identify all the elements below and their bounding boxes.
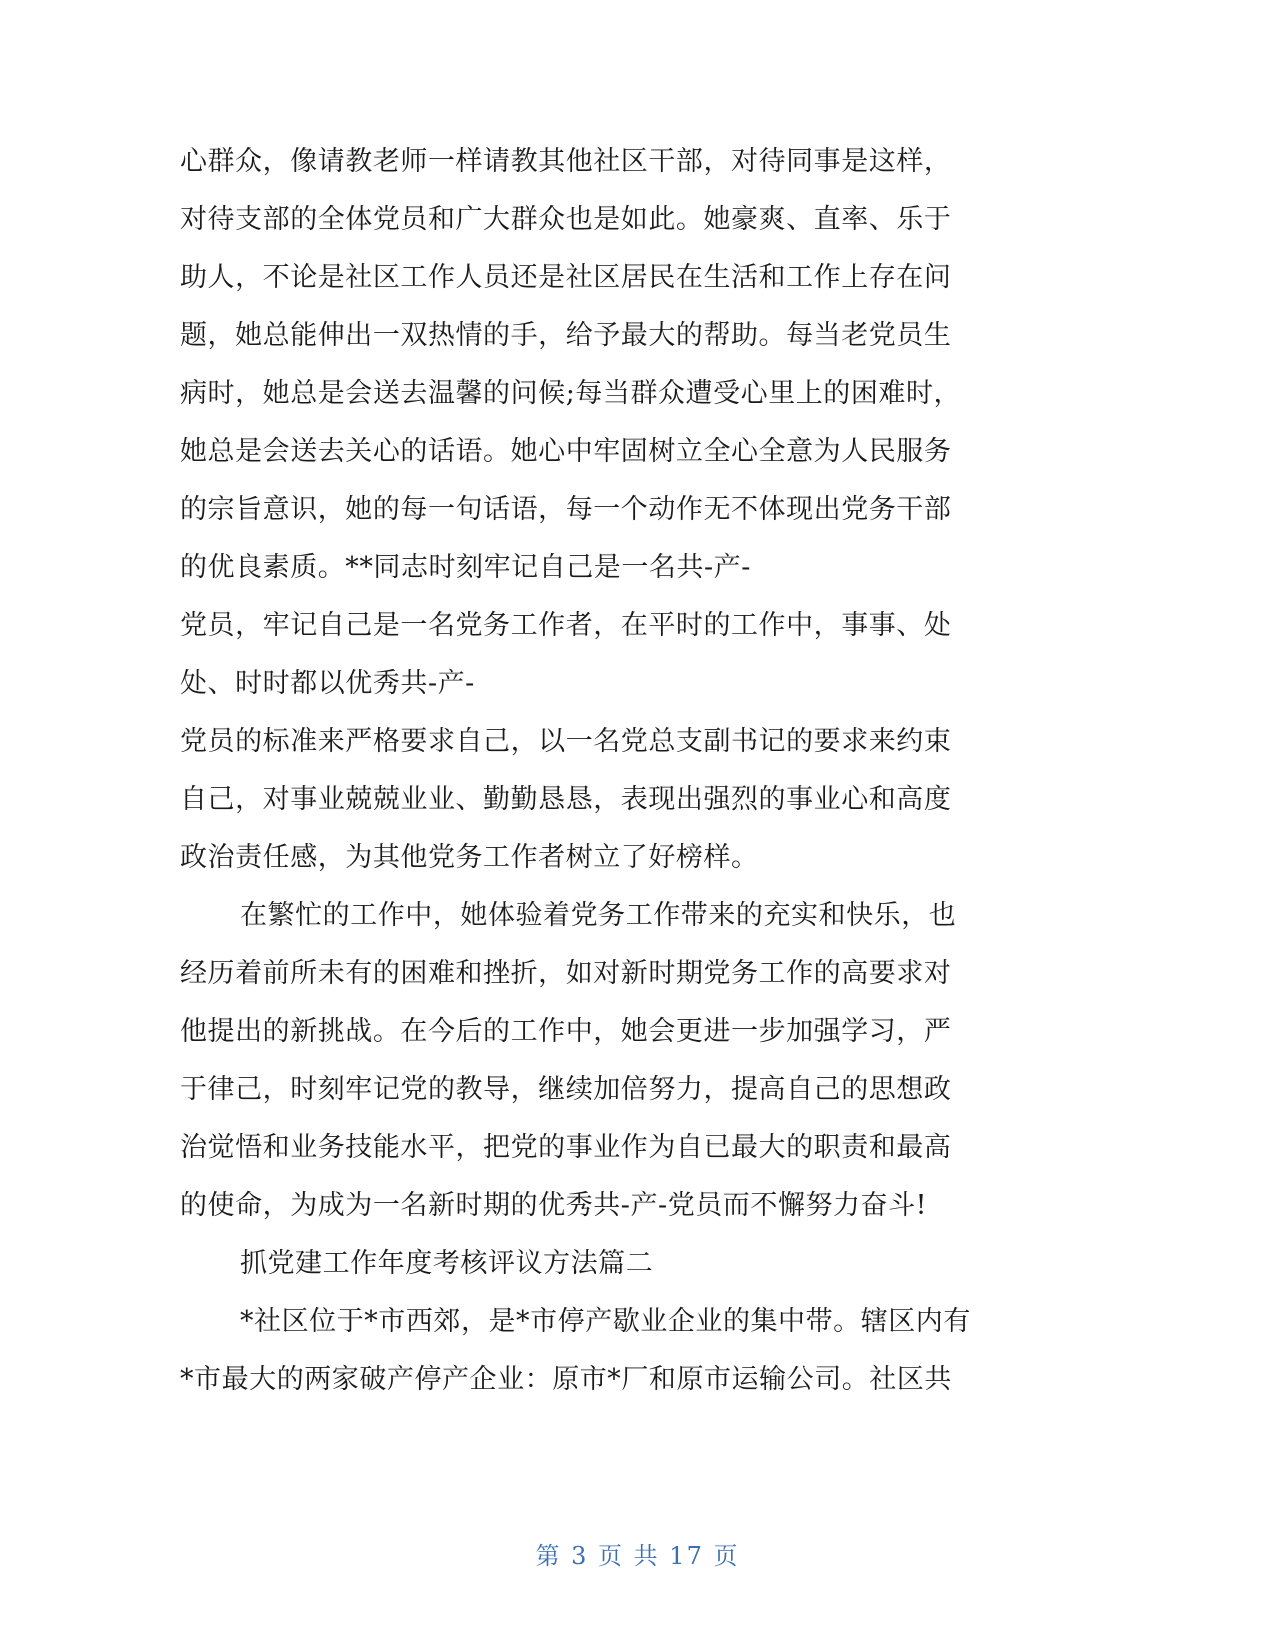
text-line: 经历着前所未有的困难和挫折，如对新时期党务工作的高要求对 [180,958,952,989]
text-line: 病时，她总是会送去温馨的问候;每当群众遭受心里上的困难时， [180,378,962,409]
section-heading: 抓党建工作年度考核评议方法篇二 [240,1248,654,1279]
text-line: 自己，对事业兢兢业业、勤勤恳恳，表现出强烈的事业心和高度 [180,784,952,815]
text-line: 治觉悟和业务技能水平，把党的事业作为自已最大的职责和最高 [180,1132,952,1163]
text-line: 党员的标准来严格要求自己，以一名党总支副书记的要求来约束 [180,726,952,757]
text-line: 心群众，像请教老师一样请教其他社区干部，对待同事是这样， [180,146,952,177]
paragraph-start-line: 在繁忙的工作中，她体验着党务工作带来的充实和快乐，也 [240,900,957,931]
text-line: 她总是会送去关心的话语。她心中牢固树立全心全意为人民服务 [180,436,952,467]
text-line: 处、时时都以优秀共-产- [180,668,475,699]
text-line: 题，她总能伸出一双热情的手，给予最大的帮助。每当老党员生 [180,320,952,351]
text-line: 的优良素质。**同志时刻牢记自己是一名共-产- [180,552,751,583]
text-line: 对待支部的全体党员和广大群众也是如此。她豪爽、直率、乐于 [180,204,952,235]
text-line: 的宗旨意识，她的每一句话语，每一个动作无不体现出党务干部 [180,494,952,525]
text-line: 他提出的新挑战。在今后的工作中，她会更进一步加强学习，严 [180,1016,952,1047]
text-line: 于律己，时刻牢记党的教导，继续加倍努力，提高自己的思想政 [180,1074,952,1105]
text-line: 党员，牢记自己是一名党务工作者，在平时的工作中，事事、处 [180,610,952,641]
text-line: 政治责任感，为其他党务工作者树立了好榜样。 [180,842,759,873]
text-line: 助人，不论是社区工作人员还是社区居民在生活和工作上存在问 [180,262,952,293]
page-number-footer: 第 3 页 共 17 页 [535,1542,740,1570]
paragraph-start-line: *社区位于*市西郊，是*市停产歇业企业的集中带。辖区内有 [240,1306,971,1337]
text-line: 的使命，为成为一名新时期的优秀共-产-党员而不懈努力奋斗! [180,1190,928,1221]
text-line: *市最大的两家破产停产企业：原市*厂和原市运输公司。社区共 [180,1364,952,1395]
